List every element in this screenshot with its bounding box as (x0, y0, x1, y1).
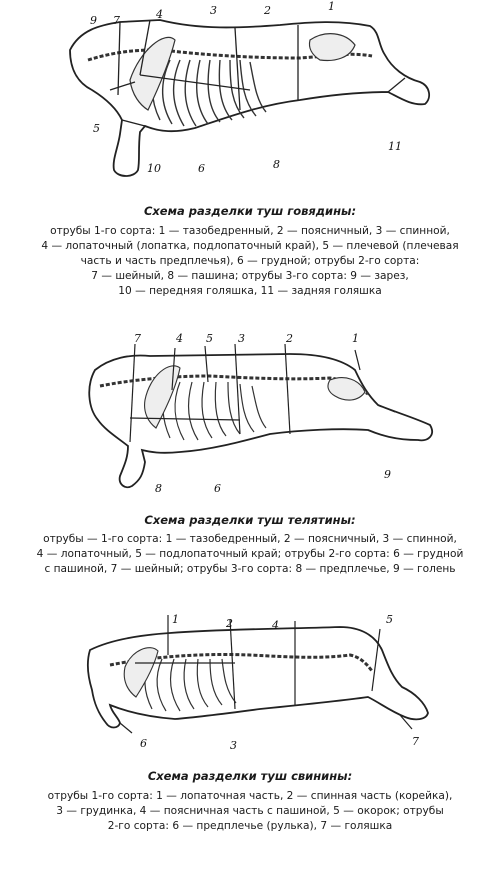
veal-label: 7 (134, 332, 141, 345)
pork-carcass-diagram (0, 605, 500, 765)
veal-caption-line: отрубы — 1-го сорта: 1 — тазобедренный, 2 — поясничный, 3 — спинной, (43, 533, 457, 545)
pork-section (0, 605, 500, 873)
beef-caption (4, 224, 496, 299)
pork-label: 3 (230, 739, 237, 752)
pork-caption-line: отрубы 1-го сорта: 1 — лопаточная часть, 2 — спинная часть (корейка), (47, 790, 453, 802)
pork-ribs (145, 659, 236, 711)
beef-caption-line: отрубы 1-го сорта: 1 — тазобедренный, 2 — поясничный, 3 — спинной, (50, 225, 450, 237)
beef-label: 9 (90, 14, 97, 27)
veal-caption (4, 532, 496, 577)
veal-carcass-diagram (0, 330, 500, 505)
beef-label: 1 (328, 0, 335, 13)
veal-label: 1 (352, 332, 359, 345)
veal-label: 8 (155, 482, 162, 495)
beef-label: 8 (273, 158, 280, 171)
veal-caption-line: с пашиной, 7 — шейный; отрубы 3-го сорта: 8 — предплечье, 9 — голень (44, 563, 456, 575)
veal-title: Схема разделки туш телятины: (144, 513, 356, 527)
pork-title: Схема разделки туш свинины: (147, 769, 353, 783)
veal-ribs (163, 382, 266, 440)
beef-carcass-outline (70, 20, 429, 176)
pork-caption-line: 2-го сорта: 6 — предплечье (рулька), 7 — голяшка (107, 820, 393, 832)
pork-label: 2 (226, 617, 233, 630)
veal-label: 4 (176, 332, 183, 345)
beef-label: 11 (388, 140, 402, 153)
veal-label: 5 (206, 332, 213, 345)
beef-label: 3 (210, 4, 217, 17)
veal-carcass-outline (89, 354, 432, 487)
pork-label: 7 (412, 735, 419, 748)
pork-shoulder-blade (124, 648, 158, 697)
veal-label: 6 (214, 482, 221, 495)
pork-label: 6 (140, 737, 147, 750)
pork-label: 5 (386, 613, 393, 626)
veal-caption-line: 4 — лопаточный, 5 — подлопаточный край; отрубы 2-го сорта: 6 — грудной (36, 548, 464, 560)
veal-label: 9 (384, 468, 391, 481)
beef-shoulder-blade (130, 37, 175, 110)
beef-caption-line: 4 — лопаточный (лопатка, подлопаточный край), 5 — плечевой (плечевая (41, 240, 459, 252)
beef-ribs (153, 60, 267, 126)
beef-carcass-diagram (0, 0, 500, 200)
beef-label: 2 (264, 4, 271, 17)
beef-label: 10 (147, 162, 161, 175)
beef-caption-line: 7 — шейный, 8 — пашина; отрубы 3-го сорта: 9 — зарез, (91, 270, 409, 282)
veal-label: 3 (238, 332, 245, 345)
pork-caption-line: 3 — грудинка, 4 — поясничная часть с пашиной, 5 — окорок; отрубы (56, 805, 444, 817)
pork-label: 1 (172, 613, 179, 626)
beef-label: 5 (93, 122, 100, 135)
veal-label: 2 (286, 332, 293, 345)
beef-caption-line: 10 — передняя голяшка, 11 — задняя голяшка (118, 285, 382, 297)
pork-caption (4, 789, 496, 834)
veal-section (0, 330, 500, 580)
beef-label: 4 (156, 8, 163, 21)
beef-title: Схема разделки туш говядины: (143, 204, 357, 218)
beef-label: 7 (113, 14, 120, 27)
beef-section (0, 0, 500, 310)
pork-labels (140, 613, 419, 752)
pork-label: 4 (272, 619, 279, 632)
veal-pelvis (328, 378, 365, 400)
beef-caption-line: часть и часть предплечья), 6 — грудной; отрубы 2-го сорта: (80, 255, 420, 267)
beef-label: 6 (198, 162, 205, 175)
beef-pelvis (309, 34, 355, 61)
